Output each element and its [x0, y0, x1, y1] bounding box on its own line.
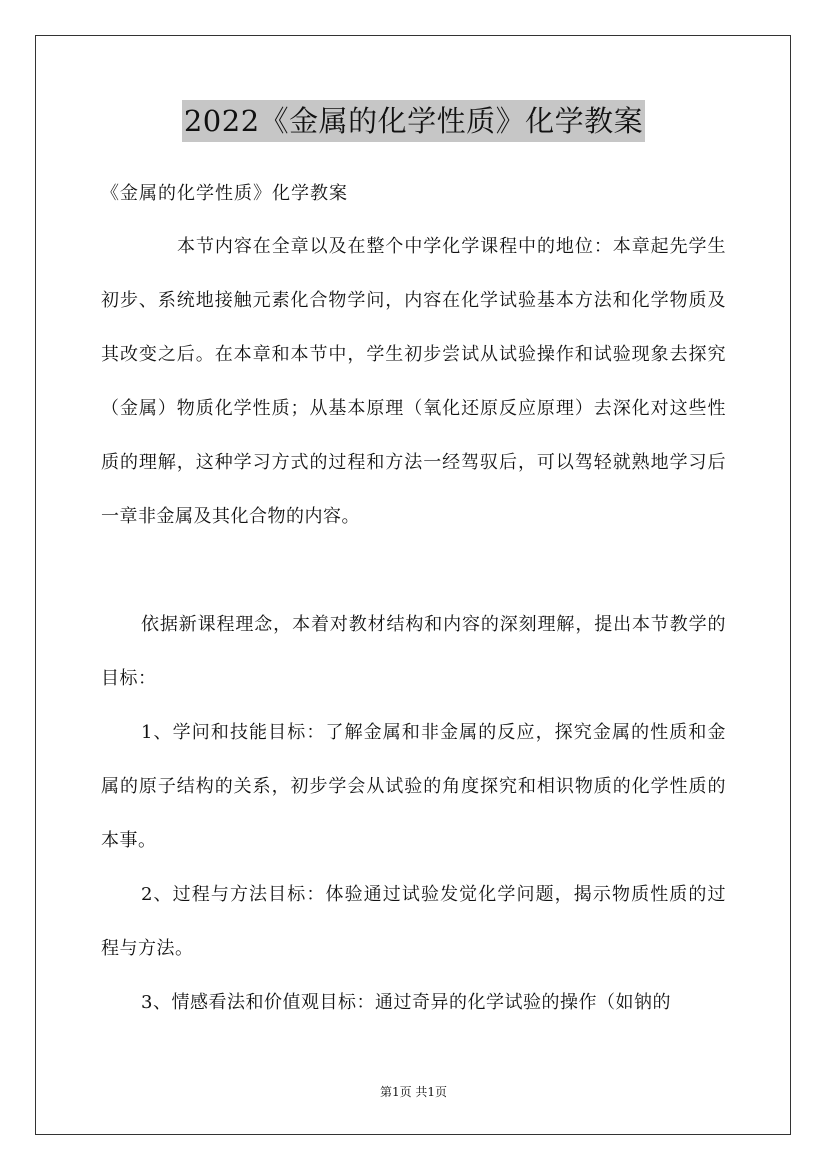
- title-container: [0, 100, 827, 142]
- paragraph-objective-1: 1、学问和技能目标：了解金属和非金属的反应，探究金属的性质和金属的原子结构的关系，初步学会从试验的角度探究和相识物质的化学性质的本事。: [101, 722, 726, 851]
- document-subtitle: 《金属的化学性质》化学教案: [101, 183, 348, 204]
- paragraph-objective-2: 2、过程与方法目标：体验通过试验发觉化学问题，揭示物质性质的过程与方法。: [101, 884, 726, 959]
- page-footer: 第1页 共1页: [379, 1085, 448, 1099]
- paragraph-objective-3: 3、情感看法和价值观目标：通过奇异的化学试验的操作（如钠的: [141, 992, 671, 1013]
- page-title: 2022《金属的化学性质》化学教案: [182, 100, 645, 142]
- paragraph-objectives-intro: 依据新课程理念，本着对教材结构和内容的深刻理解，提出本节教学的目标：: [101, 614, 726, 689]
- paragraph-intro: 本节内容在全章以及在整个中学化学课程中的地位：本章起先学生初步、系统地接触元素化合物学问，内容在化学试验基本方法和化学物质及其改变之后。在本章和本节中，学生初步尝试从试验操作和试验现象去探究（金属）物质化学性质；从基本原理（氧化还原反应原理）去深化对这些性质的理解，这种学习方式的过程和方法一经驾驭后，可以驾轻就熟地学习后一章非金属及其化合物的内容。: [101, 236, 726, 527]
